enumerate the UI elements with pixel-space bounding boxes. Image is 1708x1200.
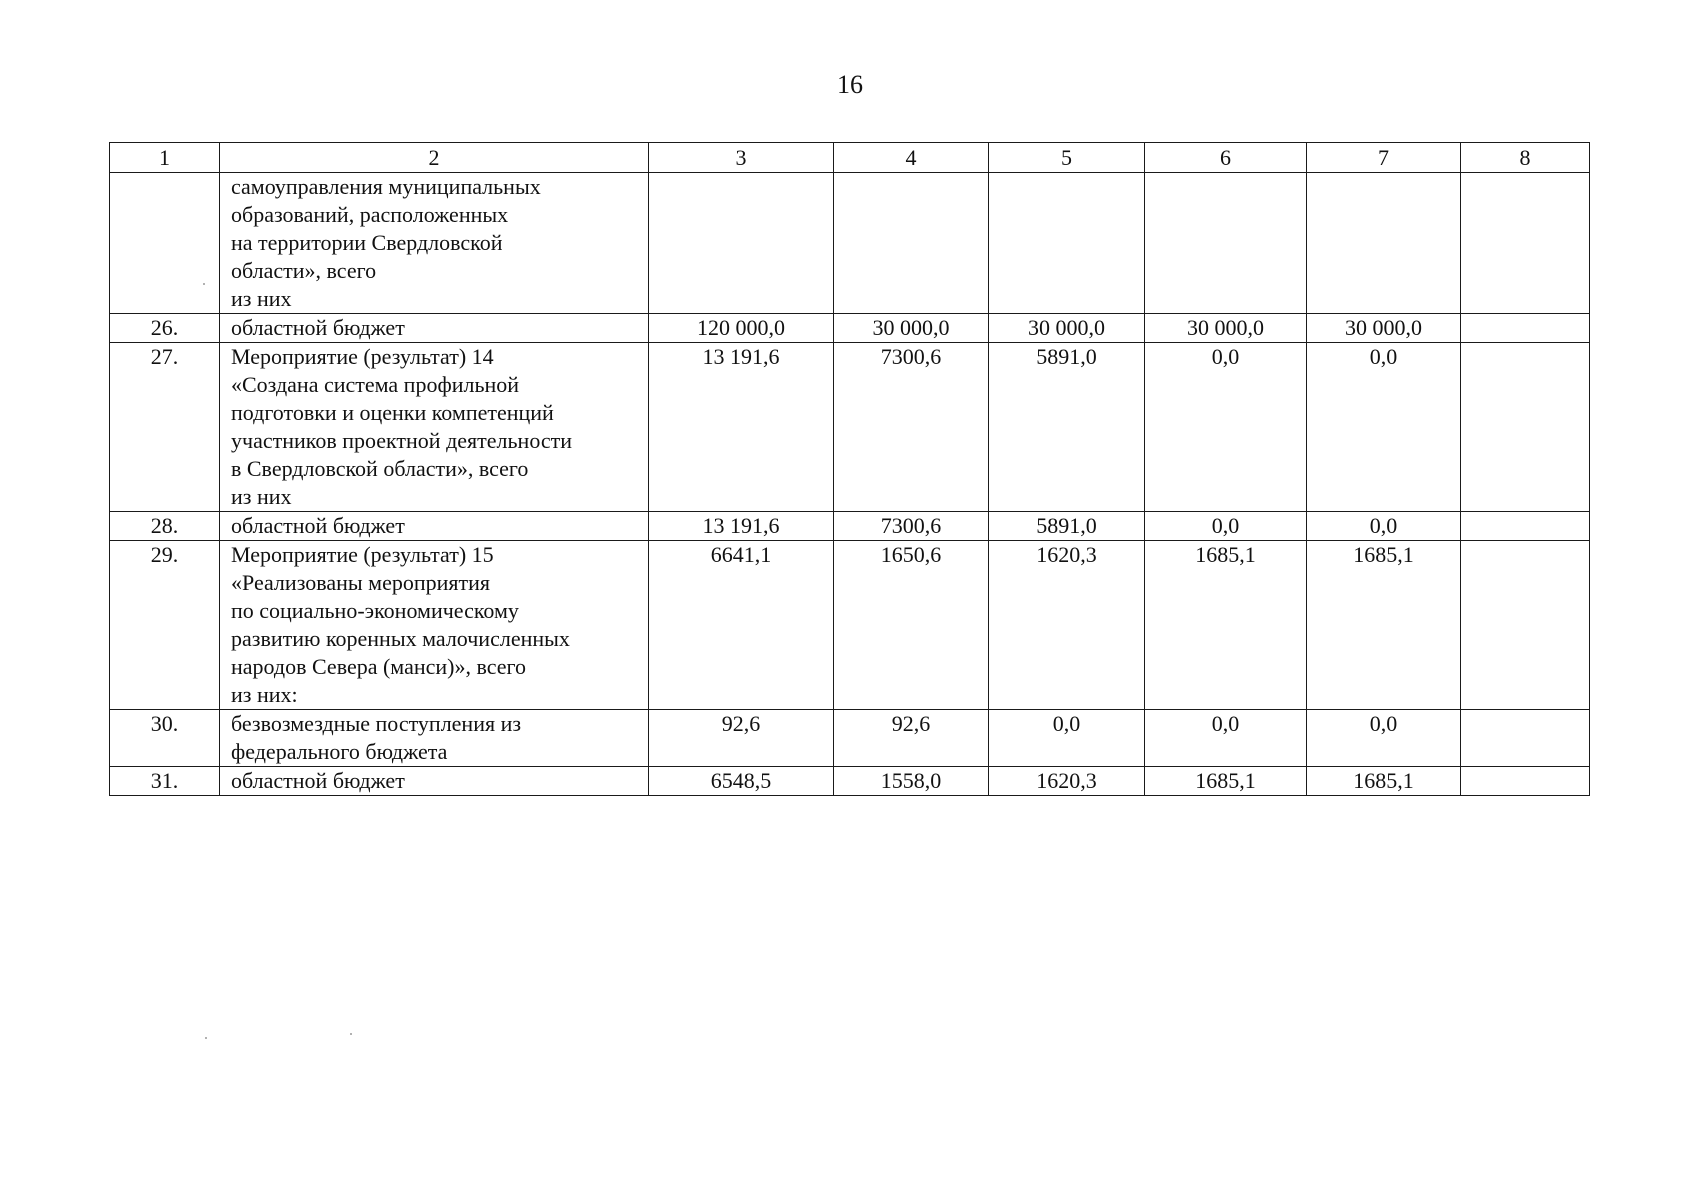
header-cell: 5 xyxy=(989,143,1145,173)
value-cell: 0,0 xyxy=(1307,343,1461,512)
value-cell xyxy=(1461,314,1590,343)
row-name-line: из них xyxy=(231,484,292,509)
value-cell: 13 191,6 xyxy=(649,512,834,541)
header-cell: 1 xyxy=(110,143,220,173)
value-cell: 0,0 xyxy=(1307,512,1461,541)
value-cell: 0,0 xyxy=(1145,710,1307,767)
row-name xyxy=(220,343,649,512)
value-cell: 6641,1 xyxy=(649,541,834,710)
scan-speck xyxy=(350,1033,352,1035)
value-cell: 1620,3 xyxy=(989,541,1145,710)
row-name-line: развитию коренных малочисленных xyxy=(231,626,570,651)
row-name xyxy=(220,767,649,796)
row-name-line: самоуправления муниципальных xyxy=(231,174,541,199)
value-cell: 0,0 xyxy=(1307,710,1461,767)
row-number: 27. xyxy=(110,343,220,512)
table-row xyxy=(110,173,1590,314)
header-cell: 4 xyxy=(834,143,989,173)
value-cell xyxy=(989,173,1145,314)
budget-table xyxy=(109,142,1590,796)
row-name-line: федерального бюджета xyxy=(231,739,448,764)
value-cell: 13 191,6 xyxy=(649,343,834,512)
value-cell xyxy=(1461,512,1590,541)
row-name-line: областной бюджет xyxy=(231,768,405,793)
value-cell: 7300,6 xyxy=(834,343,989,512)
row-number: 29. xyxy=(110,541,220,710)
value-cell xyxy=(1307,173,1461,314)
row-name xyxy=(220,541,649,710)
row-name-line: из них: xyxy=(231,682,298,707)
header-cell: 7 xyxy=(1307,143,1461,173)
value-cell xyxy=(834,173,989,314)
row-name-line: Мероприятие (результат) 14 xyxy=(231,344,494,369)
value-cell: 1685,1 xyxy=(1145,767,1307,796)
row-name-line: народов Севера (манси)», всего xyxy=(231,654,527,679)
row-name-line: подготовки и оценки компетенций xyxy=(231,400,554,425)
row-number: 30. xyxy=(110,710,220,767)
row-name xyxy=(220,710,649,767)
row-name-line: областной бюджет xyxy=(231,315,405,340)
value-cell: 5891,0 xyxy=(989,512,1145,541)
scan-speck xyxy=(203,283,205,285)
value-cell: 120 000,0 xyxy=(649,314,834,343)
value-cell: 92,6 xyxy=(834,710,989,767)
value-cell: 92,6 xyxy=(649,710,834,767)
value-cell: 6548,5 xyxy=(649,767,834,796)
row-name-line: в Свердловской области», всего xyxy=(231,456,529,481)
row-name-line: Мероприятие (результат) 15 xyxy=(231,542,494,567)
value-cell: 30 000,0 xyxy=(989,314,1145,343)
row-number xyxy=(110,173,220,314)
row-number: 26. xyxy=(110,314,220,343)
table-row xyxy=(110,541,1590,710)
row-name xyxy=(220,314,649,343)
row-name xyxy=(220,512,649,541)
value-cell xyxy=(1461,541,1590,710)
value-cell: 30 000,0 xyxy=(1145,314,1307,343)
row-name-line: участников проектной деятельности xyxy=(231,428,573,453)
value-cell: 7300,6 xyxy=(834,512,989,541)
value-cell xyxy=(1461,343,1590,512)
value-cell: 1685,1 xyxy=(1145,541,1307,710)
row-name-line: образований, расположенных xyxy=(231,202,509,227)
value-cell: 0,0 xyxy=(1145,343,1307,512)
row-name-line: на территории Свердловской xyxy=(231,230,503,255)
row-number: 31. xyxy=(110,767,220,796)
row-number: 28. xyxy=(110,512,220,541)
table-row xyxy=(110,343,1590,512)
row-name-line: области», всего xyxy=(231,258,377,283)
header-cell: 2 xyxy=(220,143,649,173)
value-cell: 1685,1 xyxy=(1307,767,1461,796)
value-cell: 0,0 xyxy=(1145,512,1307,541)
value-cell: 1558,0 xyxy=(834,767,989,796)
value-cell: 5891,0 xyxy=(989,343,1145,512)
row-name xyxy=(220,173,649,314)
row-name-line: из них xyxy=(231,286,292,311)
page-number: 16 xyxy=(837,70,863,99)
table-row xyxy=(110,767,1590,796)
header-row xyxy=(110,143,1590,173)
value-cell: 1620,3 xyxy=(989,767,1145,796)
row-name-line: по социально-экономическому xyxy=(231,598,519,623)
header-cell: 6 xyxy=(1145,143,1307,173)
value-cell xyxy=(649,173,834,314)
value-cell: 1685,1 xyxy=(1307,541,1461,710)
row-name-line: безвозмездные поступления из xyxy=(231,711,522,736)
value-cell: 30 000,0 xyxy=(1307,314,1461,343)
value-cell xyxy=(1145,173,1307,314)
header-cell: 3 xyxy=(649,143,834,173)
value-cell xyxy=(1461,173,1590,314)
row-name-line: «Реализованы мероприятия xyxy=(231,570,491,595)
header-cell: 8 xyxy=(1461,143,1590,173)
value-cell xyxy=(1461,710,1590,767)
table-row xyxy=(110,314,1590,343)
row-name-line: «Создана система профильной xyxy=(231,372,520,397)
row-name-line: областной бюджет xyxy=(231,513,405,538)
value-cell: 1650,6 xyxy=(834,541,989,710)
table-row xyxy=(110,710,1590,767)
scan-speck xyxy=(205,1037,207,1039)
table-row xyxy=(110,512,1590,541)
value-cell: 0,0 xyxy=(989,710,1145,767)
value-cell: 30 000,0 xyxy=(834,314,989,343)
value-cell xyxy=(1461,767,1590,796)
